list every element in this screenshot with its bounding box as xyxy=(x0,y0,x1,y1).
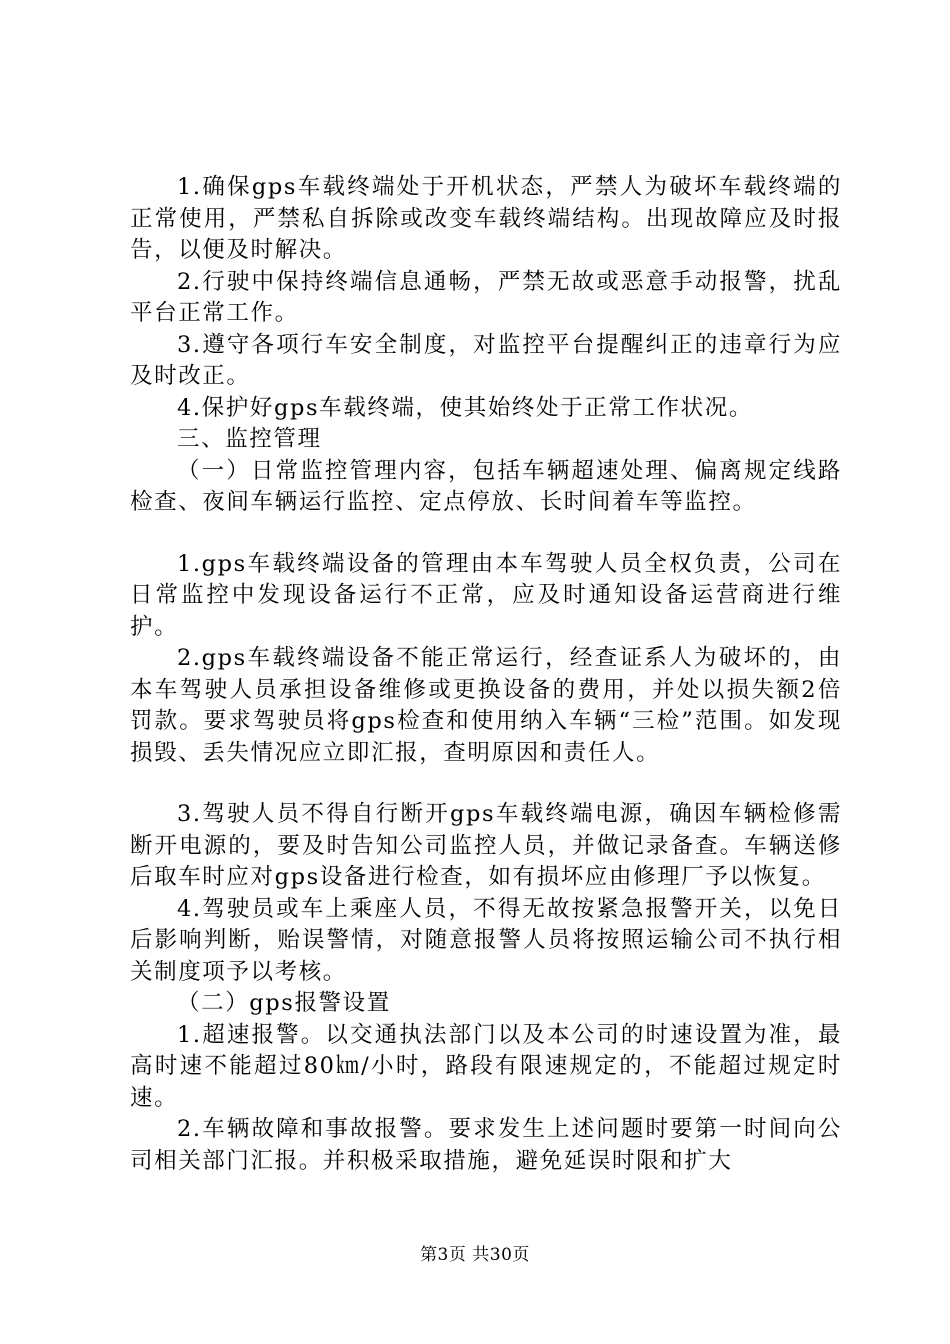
subsection-daily-monitoring: （一）日常监控管理内容，包括车辆超速处理、偏离规定线路检查、夜间车辆运行监控、定点停放、长时间着车等监控。 xyxy=(130,457,842,515)
section-heading-monitoring: 三、监控管理 xyxy=(177,426,322,452)
page-footer: 第3页 共30页 xyxy=(420,1245,530,1265)
paragraph-power-off: 3.驾驶人员不得自行断开gps车载终端电源，确因车辆检修需断开电源的，要及时告知公司监控人员，并做记录备查。车辆送修后取车时应对gps设备进行检查，如有损坏应由修理厂予以恢复。 xyxy=(130,801,842,890)
paragraph-rule-4: 4.保护好gps车载终端，使其始终处于正常工作状况。 xyxy=(177,394,753,421)
paragraph-fault-alarm: 2.车辆故障和事故报警。要求发生上述问题时要第一时间向公司相关部门汇报。并积极采取措施，避免延误时限和扩大 xyxy=(130,1116,842,1174)
paragraph-rule-1: 1.确保gps车载终端处于开机状态，严禁人为破坏车载终端的正常使用，严禁私自拆除或改变车载终端结构。出现故障应及时报告，以便及时解决。 xyxy=(130,174,842,263)
document-body xyxy=(130,172,842,1177)
paragraph-gap xyxy=(130,519,842,549)
paragraph-gap xyxy=(130,769,842,799)
subsection-alarm-settings: （二）gps报警设置 xyxy=(177,990,391,1016)
paragraph-rule-3: 3.遵守各项行车安全制度，对监控平台提醒纠正的违章行为应及时改正。 xyxy=(130,331,842,389)
paragraph-device-damage: 2.gps车载终端设备不能正常运行，经查证系人为破坏的，由本车驾驶人员承担设备维修或更换设备的费用，并处以损失额2倍罚款。要求驾驶员将gps检查和使用纳入车辆“三检”范围。如发现损毁、丢失情况应立即汇报，查明原因和责任人。 xyxy=(130,645,842,766)
paragraph-emergency-alarm: 4.驾驶员或车上乘座人员，不得无故按紧急报警开关，以免日后影响判断，贻误警情，对随意报警人员将按照运输公司不执行相关制度项予以考核。 xyxy=(130,895,842,985)
paragraph-speed-alarm: 1.超速报警。以交通执法部门以及本公司的时速设置为准，最高时速不能超过80㎞/小时，路段有限速规定的，不能超过规定时速。 xyxy=(130,1021,842,1111)
paragraph-rule-2: 2.行驶中保持终端信息通畅，严禁无故或恶意手动报警，扰乱平台正常工作。 xyxy=(130,268,842,326)
paragraph-device-management: 1.gps车载终端设备的管理由本车驾驶人员全权负责，公司在日常监控中发现设备运行不正常，应及时通知设备运营商进行维护。 xyxy=(130,550,842,640)
